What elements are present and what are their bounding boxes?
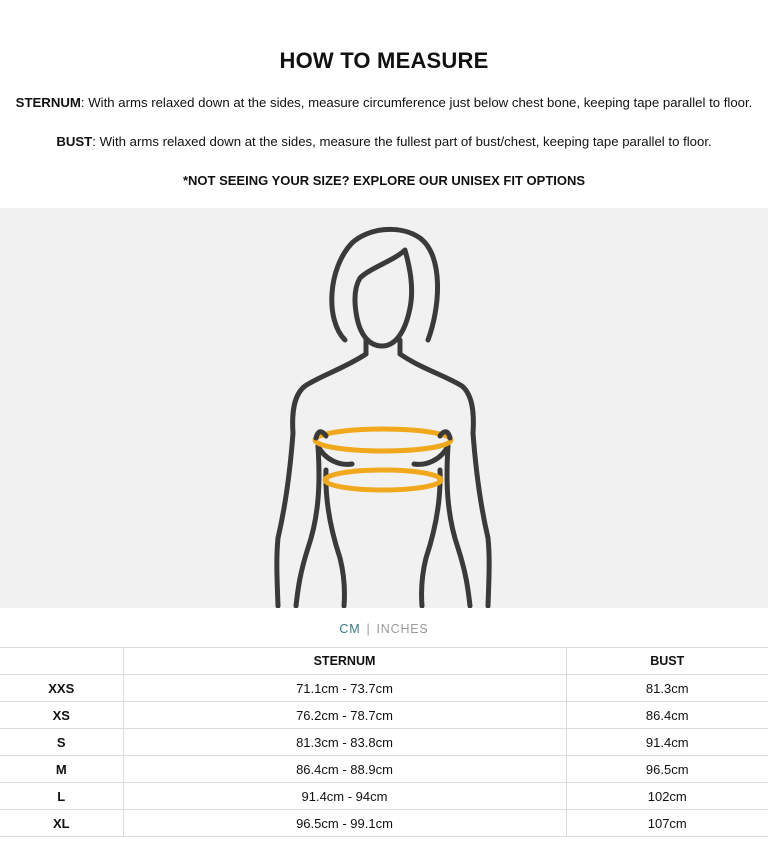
header-bust: BUST [566, 648, 768, 675]
right-torso [421, 470, 440, 606]
unit-toggle [0, 622, 768, 636]
bust-cell: 91.4cm [566, 729, 768, 756]
size-cell: XS [0, 702, 123, 729]
size-cell: M [0, 756, 123, 783]
bust-cell: 102cm [566, 783, 768, 810]
size-cell: XL [0, 810, 123, 837]
sternum-cell: 96.5cm - 99.1cm [123, 810, 566, 837]
table-row [0, 810, 768, 837]
header-sternum: STERNUM [123, 648, 566, 675]
right-inner-arm [447, 446, 470, 606]
table-row [0, 702, 768, 729]
sternum-cell: 86.4cm - 88.9cm [123, 756, 566, 783]
left-torso [326, 470, 345, 606]
table-row [0, 675, 768, 702]
bust-cell: 96.5cm [566, 756, 768, 783]
header-size [0, 648, 123, 675]
table-row [0, 783, 768, 810]
size-cell: L [0, 783, 123, 810]
sternum-cell: 81.3cm - 83.8cm [123, 729, 566, 756]
bust-text: : With arms relaxed down at the sides, measure the fullest part of bust/chest, keeping tape parallel to floor. [92, 134, 712, 149]
sternum-text: : With arms relaxed down at the sides, measure circumference just below chest bone, keeping tape parallel to floor. [80, 95, 753, 110]
measure-illustration [0, 208, 768, 608]
unit-separator: | [366, 622, 371, 636]
sternum-cell: 91.4cm - 94cm [123, 783, 566, 810]
left-inner-arm [296, 446, 319, 606]
unisex-fit-note[interactable]: *NOT SEEING YOUR SIZE? EXPLORE OUR UNISEX FIT OPTIONS [182, 173, 586, 188]
sternum-description [0, 95, 768, 110]
size-cell: XXS [0, 675, 123, 702]
unit-cm-toggle[interactable]: CM [339, 622, 361, 636]
bust-description [0, 134, 768, 149]
sternum-label: STERNUM [15, 95, 81, 110]
sternum-measure-tape [325, 470, 441, 490]
bust-cell: 81.3cm [566, 675, 768, 702]
bust-cell: 107cm [566, 810, 768, 837]
table-row [0, 729, 768, 756]
bust-cell: 86.4cm [566, 702, 768, 729]
size-chart-table [0, 647, 768, 837]
bust-label: BUST [56, 134, 93, 149]
table-header-row [0, 648, 768, 675]
table-row [0, 756, 768, 783]
page-title: HOW TO MEASURE [279, 48, 489, 73]
sternum-cell: 71.1cm - 73.7cm [123, 675, 566, 702]
unit-inches-toggle[interactable]: INCHES [376, 622, 429, 636]
size-cell: S [0, 729, 123, 756]
bust-measure-tape [315, 429, 451, 451]
sternum-cell: 76.2cm - 78.7cm [123, 702, 566, 729]
hair-outline [332, 229, 438, 340]
face-outline [355, 250, 412, 346]
female-body-measure-icon [0, 208, 768, 608]
